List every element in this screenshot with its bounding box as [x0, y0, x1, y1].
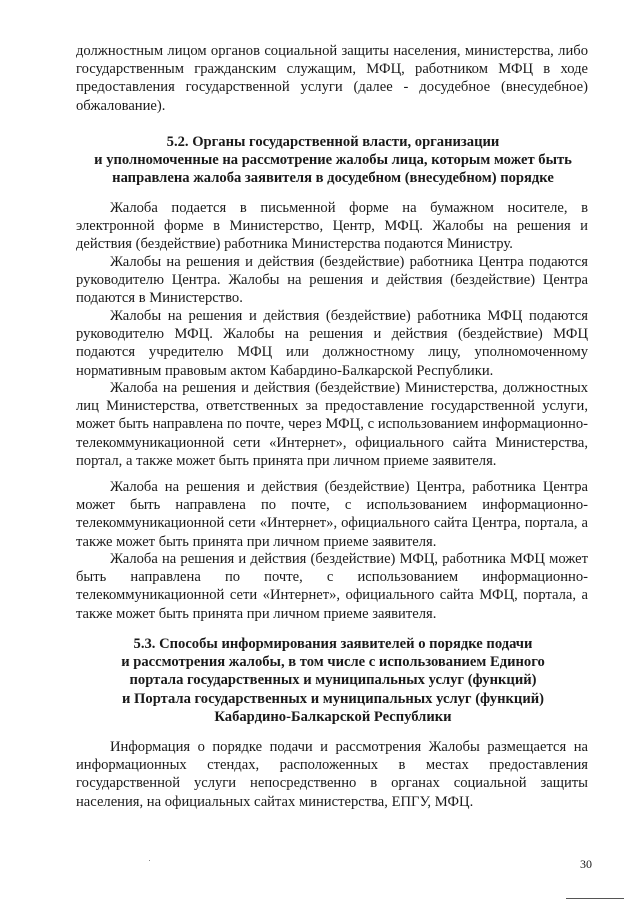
heading-line: и Портала государственных и муниципальных услуг (функций)	[121, 690, 544, 707]
paragraph-5-2-1: Жалоба подается в письменной форме на бумажном носителе, в электронной форме в Министерство, Центр, МФЦ. Жалобы на решения и действия (бездействие) работника Министерства подаются Министру.	[76, 200, 588, 253]
heading-line: Кабардино-Балкарской Республики	[214, 708, 452, 725]
scan-speck	[149, 860, 150, 861]
footer-divider	[566, 898, 624, 899]
section-5-2-heading	[70, 133, 596, 188]
heading-line: 5.3. Способы информирования заявителей о порядке подачи	[133, 636, 533, 652]
paragraph-5-3-1: Информация о порядке подачи и рассмотрения Жалобы размещается на информационных стендах, расположенных в местах предоставления государственной услуги непосредственно в органах социальной защиты населения, на официальных сайтах министерства, ЕПГУ, МФЦ.	[76, 739, 588, 810]
heading-line: 5.2. Органы государственной власти, организации	[166, 134, 500, 150]
heading-line: направлена жалоба заявителя в досудебном (внесудебном) порядке	[112, 170, 554, 187]
page-number: 30	[580, 857, 592, 871]
paragraph-5-2-3: Жалобы на решения и действия (бездействие) работника МФЦ подаются руководителю МФЦ. Жалобы на решения и действия (бездействие) МФЦ подаются учредителю МФЦ или должностному лицу, уполномоченному нормативным правовым актом Кабардино-Балкарской Республики.	[76, 308, 588, 379]
paragraph-5-2-5: Жалоба на решения и действия (бездействие) Центра, работника Центра может быть направлена по почте, с использованием информационно-телекоммуникационной сети «Интернет», официального сайта Центра, портала, а также может быть принята при личном приеме заявителя.	[76, 479, 588, 550]
intro-paragraph: должностным лицом органов социальной защиты населения, министерства, либо государственным гражданским служащим, МФЦ, работником МФЦ в ходе предоставления государственной услуги (далее - досудебное (внесудебное) обжалование).	[76, 43, 588, 114]
paragraph-5-2-4: Жалоба на решения и действия (бездействие) Министерства, должностных лиц Министерства, ответственных за предоставление государственной услуги, может быть направлена по почте, через МФЦ, с использованием информационно-телекоммуникационной сети «Интернет», официального сайта Министерства, портал, а также может быть принята при личном приеме заявителя.	[76, 380, 588, 469]
section-5-3-heading	[70, 635, 596, 726]
heading-line: и рассмотрения жалобы, в том числе с использованием Единого	[121, 654, 545, 671]
paragraph-5-2-6: Жалоба на решения и действия (бездействие) МФЦ, работника МФЦ может быть направлена по почте, с использованием информационно-телекоммуникационной сети «Интернет», официального сайта МФЦ, портала, а также может быть принята при личном приеме заявителя.	[76, 551, 588, 622]
paragraph-5-2-2: Жалобы на решения и действия (бездействие) работника Центра подаются руководителю Центра. Жалобы на решения и действия (бездействие) Центра подаются в Министерство.	[76, 254, 588, 307]
heading-line: и уполномоченные на рассмотрение жалобы лица, которым может быть	[94, 152, 572, 169]
heading-line: портала государственных и муниципальных услуг (функций)	[129, 672, 537, 689]
